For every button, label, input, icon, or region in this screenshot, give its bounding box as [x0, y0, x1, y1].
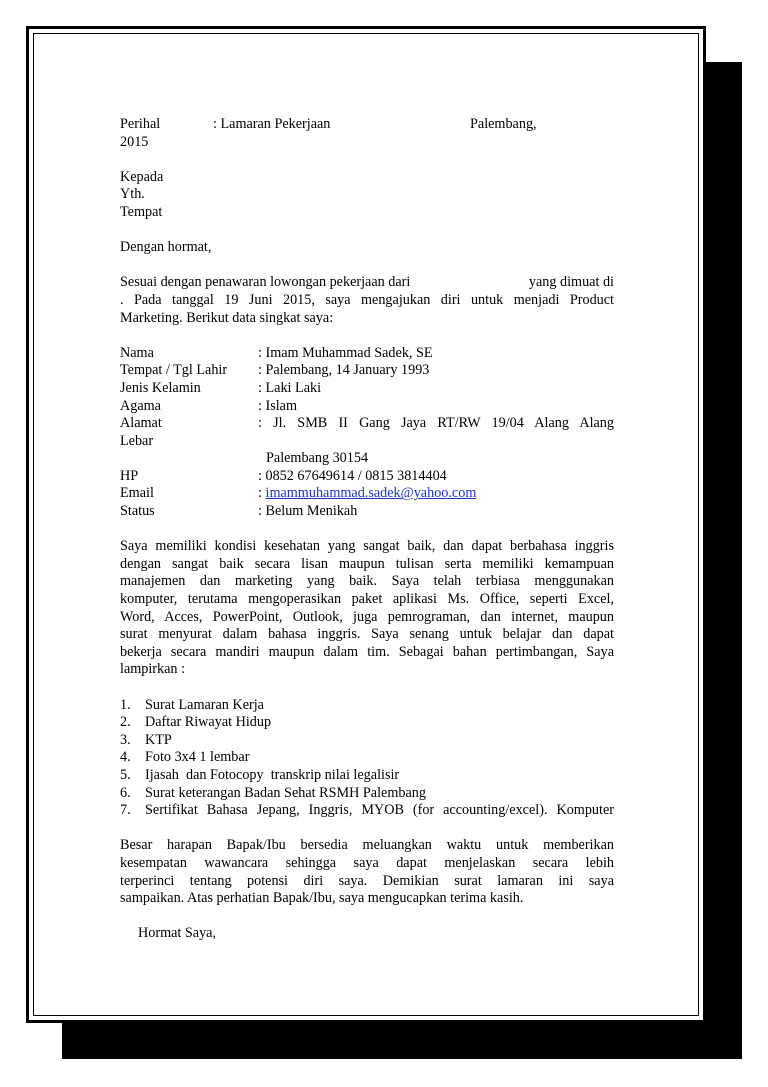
letter-content	[120, 116, 614, 943]
list-number: 6.	[120, 784, 131, 801]
intro-text: Sesuai dengan penawaran lowongan pekerjaan dari	[120, 274, 411, 291]
data-row-hp	[120, 468, 614, 486]
signoff: Hormat Saya,	[138, 925, 217, 942]
list-item	[120, 802, 614, 820]
field-label: Jenis Kelamin	[120, 379, 201, 396]
body-line: manajemen dan marketing yang baik. Saya telah terbiasa menggunakan	[120, 573, 614, 590]
field-value: : Islam	[258, 397, 298, 414]
intro-text: yang dimuat di	[528, 274, 614, 291]
data-row-nama	[120, 345, 614, 363]
field-value: : Imam Muhammad Sadek, SE	[258, 344, 433, 361]
closing-line: terperinci tentang potensi diri saya. Demikian surat lamaran ini saya	[120, 872, 614, 889]
alamat-city-row	[120, 450, 614, 468]
recipient-line: Yth.	[120, 186, 145, 203]
list-number: 4.	[120, 749, 131, 766]
recipient-line: Tempat	[120, 203, 163, 220]
email-link[interactable]: imammuhammad.sadek@yahoo.com	[265, 485, 477, 502]
list-item	[120, 714, 614, 732]
list-number: 3.	[120, 731, 131, 748]
list-text: Ijasah dan Fotocopy transkrip nilai legalisir	[145, 766, 400, 783]
list-item	[120, 785, 614, 803]
body-line: komputer, terutama mengoperasikan paket aplikasi Ms. Office, seperti Excel,	[120, 591, 614, 608]
list-item	[120, 732, 614, 750]
list-text: Foto 3x4 1 lembar	[145, 749, 250, 766]
list-text: Sertifikat Bahasa Jepang, Inggris, MYOB (for accounting/excel). Komputer	[145, 802, 614, 819]
data-row-jenis-kelamin	[120, 380, 614, 398]
data-row-alamat	[120, 415, 614, 433]
field-value: : Palembang, 14 January 1993	[258, 362, 430, 379]
greeting: Dengan hormat,	[120, 239, 212, 256]
field-value: : Belum Menikah	[258, 503, 358, 520]
field-label: Agama	[120, 397, 161, 414]
recipient-line: Kepada	[120, 168, 164, 185]
field-colon: :	[258, 485, 266, 502]
intro-line: . Pada tanggal 19 Juni 2015, saya mengajukan diri untuk menjadi Product	[120, 291, 614, 308]
body-line: surat menyurat dalam bahasa inggris. Saya senang untuk belajar dan dapat	[120, 626, 614, 643]
body-line: Word, Acces, PowerPoint, Outlook, juga pemrograman, dan internet, maupun	[120, 608, 614, 625]
closing-line: Besar harapan Bapak/Ibu bersedia meluangkan waktu untuk memberikan	[120, 837, 614, 854]
city-date: Palembang,	[470, 116, 537, 132]
data-row-status	[120, 503, 614, 521]
list-number: 1.	[120, 696, 131, 713]
perihal-label: Perihal	[120, 116, 161, 132]
body-line: Saya memiliki kondisi kesehatan yang sangat baik, dan dapat berbahasa inggris	[120, 538, 614, 555]
field-label: Tempat / Tgl Lahir	[120, 362, 228, 379]
subject-line	[120, 116, 614, 134]
list-item	[120, 697, 614, 715]
list-text: Surat Lamaran Kerja	[145, 696, 264, 713]
list-number: 5.	[120, 766, 131, 783]
list-item	[120, 749, 614, 767]
list-number: 2.	[120, 714, 131, 731]
intro-line	[120, 274, 614, 292]
data-row-email	[120, 485, 614, 503]
list-item	[120, 767, 614, 785]
list-text: Surat keterangan Badan Sehat RSMH Palembang	[145, 784, 426, 801]
list-number: 7.	[120, 802, 131, 819]
field-value: : 0852 67649614 / 0815 3814404	[258, 467, 447, 484]
field-value: : Laki Laki	[258, 379, 322, 396]
list-text: KTP	[145, 731, 172, 748]
closing-line: sampaikan. Atas perhatian Bapak/Ibu, saya mengucapkan terima kasih.	[120, 890, 524, 907]
field-label: Alamat	[120, 415, 162, 432]
field-label: Status	[120, 503, 155, 520]
closing-line: kesempatan wawancara sehingga saya dapat menjelaskan secara lebih	[120, 854, 614, 871]
field-label: HP	[120, 467, 139, 484]
alamat-continued: Lebar	[120, 432, 154, 449]
field-label: Email	[120, 485, 154, 502]
field-value: : Jl. SMB II Gang Jaya RT/RW 19/04 Alang Alang	[258, 415, 614, 432]
body-line: bekerja secara mandiri maupun dalam tim. Sebagai bahan pertimbangan, Saya	[120, 643, 614, 660]
body-line: lampirkan :	[120, 661, 186, 678]
field-value: Palembang 30154	[266, 450, 369, 467]
perihal-value: : Lamaran Pekerjaan	[213, 116, 331, 132]
intro-line: Marketing. Berikut data singkat saya:	[120, 309, 334, 326]
body-line: dengan sangat baik secara lisan maupun tulisan serta memiliki kemampuan	[120, 555, 614, 572]
list-text: Daftar Riwayat Hidup	[145, 714, 272, 731]
field-label: Nama	[120, 344, 154, 361]
year: 2015	[120, 133, 149, 150]
data-row-ttl	[120, 362, 614, 380]
data-row-agama	[120, 398, 614, 416]
